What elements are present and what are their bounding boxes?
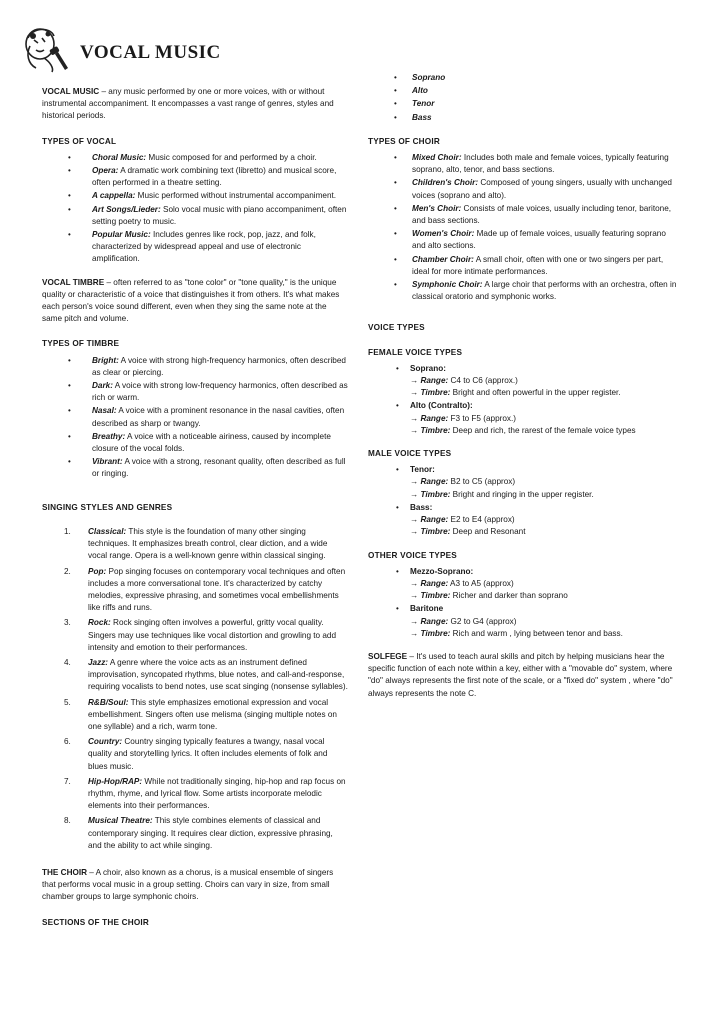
choir-paragraph: THE CHOIR – A choir, also known as a chorus, is a musical ensemble of singers that performs vocal music in a group setting. Choirs can vary in size, from small chamber groups to large symphonic choirs. — [42, 867, 334, 902]
list-item: 4. Jazz: A genre where the voice acts as an instrument defined improvisation, syncopated rhythms, blue notes, and call-and-response, requiring vocalists to bend notes, use scat singing (nonsense syllables). — [64, 657, 348, 692]
types-of-timbre-heading: TYPES OF TIMBRE — [42, 339, 120, 349]
page-title: VOCAL MUSIC — [80, 42, 221, 63]
singer-microphone-logo-icon — [20, 24, 72, 74]
types-of-vocal-heading: TYPES OF VOCAL — [42, 136, 117, 146]
list-item: • Opera: A dramatic work combining text (libretto) and musical score, often performed in a theatre setting. — [42, 165, 348, 189]
singing-styles-heading: SINGING STYLES AND GENRES — [42, 502, 173, 512]
list-item: • A cappella: Music performed without instrumental accompaniment. — [42, 190, 348, 202]
intro-term: VOCAL MUSIC — [42, 87, 100, 96]
list-item: 2. Pop: Pop singing focuses on contemporary vocal techniques and often includes a more conversational tone. It's characterized by catchy melodies, expressive phrasing, and sometimes vocal embellishments like riffs and runs. — [64, 566, 346, 613]
list-item: • Chamber Choir: A small choir, often with one or two singers per part, ideal for more intimate performances. — [368, 254, 678, 278]
list-item: 3. Rock: Rock singing often involves a powerful, gritty vocal quality. Singers may use techniques like vocal distortion and growling to add intensity and emotion to their performances. — [64, 618, 337, 652]
types-of-choir-list — [368, 152, 678, 303]
voice-timbre: → Timbre: Deep and rich, the rarest of the female voice types — [410, 425, 636, 435]
list-item: • Children's Choir: Composed of young singers, usually with unchanged voices (soprano and alto). — [368, 177, 678, 201]
intro-text: – any music performed by one or more voices, with or without instrumental accompaniment. It encompasses a vast range of genres, styles and historical periods. — [42, 87, 334, 121]
voice-timbre: → Timbre: Deep and Resonant — [410, 527, 526, 537]
page-header — [20, 24, 420, 74]
right-column — [368, 72, 678, 713]
list-item: • Symphonic Choir: A large choir that performs with an orchestra, often in classical oratorio and symphonic works. — [368, 279, 678, 303]
list-item: • Dark: A voice with strong low-frequency harmonics, often described as rich or warm. — [42, 380, 348, 404]
list-item: • Women's Choir: Made up of female voices, usually featuring soprano and alto sections. — [368, 228, 678, 252]
list-item: • Alto — [368, 85, 678, 97]
voice-item: • Tenor: → Range: B2 to C5 (approx) → Timbre: Bright and ringing in the upper register. — [368, 464, 678, 501]
list-item: • Mixed Choir: Includes both male and female voices, typically featuring soprano, alto, tenor, and bass sections. — [368, 152, 678, 176]
types-of-timbre-list — [42, 355, 348, 481]
voice-range: → Range: C4 to C6 (approx.) — [410, 376, 518, 386]
voice-timbre: → Timbre: Bright and often powerful in the upper register. — [410, 388, 621, 398]
other-voice-types-heading: OTHER VOICE TYPES — [368, 550, 457, 560]
voice-timbre: → Timbre: Rich and warm , lying between tenor and bass. — [410, 628, 623, 638]
voice-range: → Range: G2 to G4 (approx) — [410, 616, 517, 626]
male-voice-types-heading: MALE VOICE TYPES — [368, 449, 452, 459]
voice-types-heading: VOICE TYPES — [368, 323, 425, 333]
types-of-choir-heading: TYPES OF CHOIR — [368, 136, 440, 146]
voice-item: • Soprano: → Range: C4 to C6 (approx.) → Timbre: Bright and often powerful in the upper register. — [368, 363, 678, 400]
list-item: • Bright: A voice with strong high-frequency harmonics, often described as clear or piercing. — [42, 355, 348, 379]
female-voice-list — [368, 363, 678, 437]
other-voice-list — [368, 566, 678, 640]
list-item: • Vibrant: A voice with a strong, resonant quality, often described as full or ringing. — [42, 456, 348, 480]
list-item: • Breathy: A voice with a noticeable airiness, caused by incomplete closure of the vocal folds. — [42, 431, 348, 455]
list-item: • Art Songs/Lieder: Solo vocal music with piano accompaniment, often setting poetry to music. — [42, 204, 348, 228]
vocal-timbre-paragraph: VOCAL TIMBRE – often referred to as "tone color" or "tone quality," is the unique quality or characteristic of a voice that distinguishes it from others. It's what makes each person's voice sound different, even when they sing the same note at the same pitch and volume. — [42, 277, 340, 324]
voice-timbre: → Timbre: Richer and darker than soprano — [410, 591, 568, 601]
voice-timbre: → Timbre: Bright and ringing in the upper register. — [410, 489, 594, 499]
list-item: 1. Classical: This style is the foundation of many other singing techniques. It emphasizes breath control, clear diction, and a wide vocal range. Opera is a well-known genre within classical singing. — [64, 526, 328, 561]
list-item: 7. Hip-Hop/RAP: While not traditionally singing, hip-hop and rap focus on rhythm, rhyme, and lyrical flow. Some artists incorporate melodic elements into their performances. — [64, 776, 346, 811]
list-item: • Tenor — [368, 98, 678, 110]
voice-item: • Alto (Contralto): → Range: F3 to F5 (approx.) → Timbre: Deep and rich, the rarest of the female voice types — [368, 400, 678, 437]
voice-range: → Range: F3 to F5 (approx.) — [410, 413, 517, 423]
choir-sections-list — [368, 72, 678, 124]
list-item: • Bass — [368, 112, 678, 124]
list-item: 5. R&B/Soul: This style emphasizes emotional expression and vocal embellishment. Singers often use melisma (singing multiple notes on one syllable) and a rich, warm tone. — [64, 697, 337, 731]
female-voice-types-heading: FEMALE VOICE TYPES — [368, 347, 463, 357]
voice-item: • Mezzo-Soprano: → Range: A3 to A5 (approx) → Timbre: Richer and darker than soprano — [368, 566, 678, 603]
voice-range: → Range: B2 to C5 (approx) — [410, 477, 516, 487]
list-item: 6. Country: Country singing typically features a twangy, nasal vocal quality and storytelling lyrics. It often includes elements of folk and blues music. — [64, 737, 328, 771]
left-column — [42, 86, 348, 933]
list-item: • Nasal: A voice with a prominent resonance in the nasal cavities, often described as sharp or twangy. — [42, 405, 348, 429]
voice-range: → Range: E2 to E4 (approx) — [410, 515, 515, 525]
list-item: • Men's Choir: Consists of male voices, usually including tenor, baritone, and bass sections. — [368, 203, 678, 227]
types-of-vocal-list — [42, 152, 348, 266]
singing-styles-list — [42, 526, 348, 852]
list-item: 8. Musical Theatre: This style combines elements of classical and contemporary singing. It requires clear diction, expressive phrasing, and the ability to act while singing. — [64, 816, 333, 850]
voice-item: • Bass: → Range: E2 to E4 (approx) → Timbre: Deep and Resonant — [368, 502, 678, 539]
list-item: • Soprano — [368, 72, 678, 84]
voice-item: • Baritone → Range: G2 to G4 (approx) → Timbre: Rich and warm , lying between tenor and bass. — [368, 603, 678, 640]
list-item: • Popular Music: Includes genres like rock, pop, jazz, and folk, characterized by widespread appeal and use of electronic amplification. — [42, 229, 348, 266]
male-voice-list — [368, 464, 678, 538]
solfege-paragraph: SOLFEGE – It's used to teach aural skills and pitch by helping musicians hear the specific function of each note within a key, either with a "movable do" system, where "do" always represents the first note of the scale, or a "fixed do" system , where "do" always represents the note C. — [368, 651, 673, 698]
list-item: • Choral Music: Music composed for and performed by a choir. — [42, 152, 348, 164]
vocal-music-intro — [42, 86, 348, 123]
voice-range: → Range: A3 to A5 (approx) — [410, 578, 514, 588]
sections-of-choir-heading: SECTIONS OF THE CHOIR — [42, 917, 150, 927]
